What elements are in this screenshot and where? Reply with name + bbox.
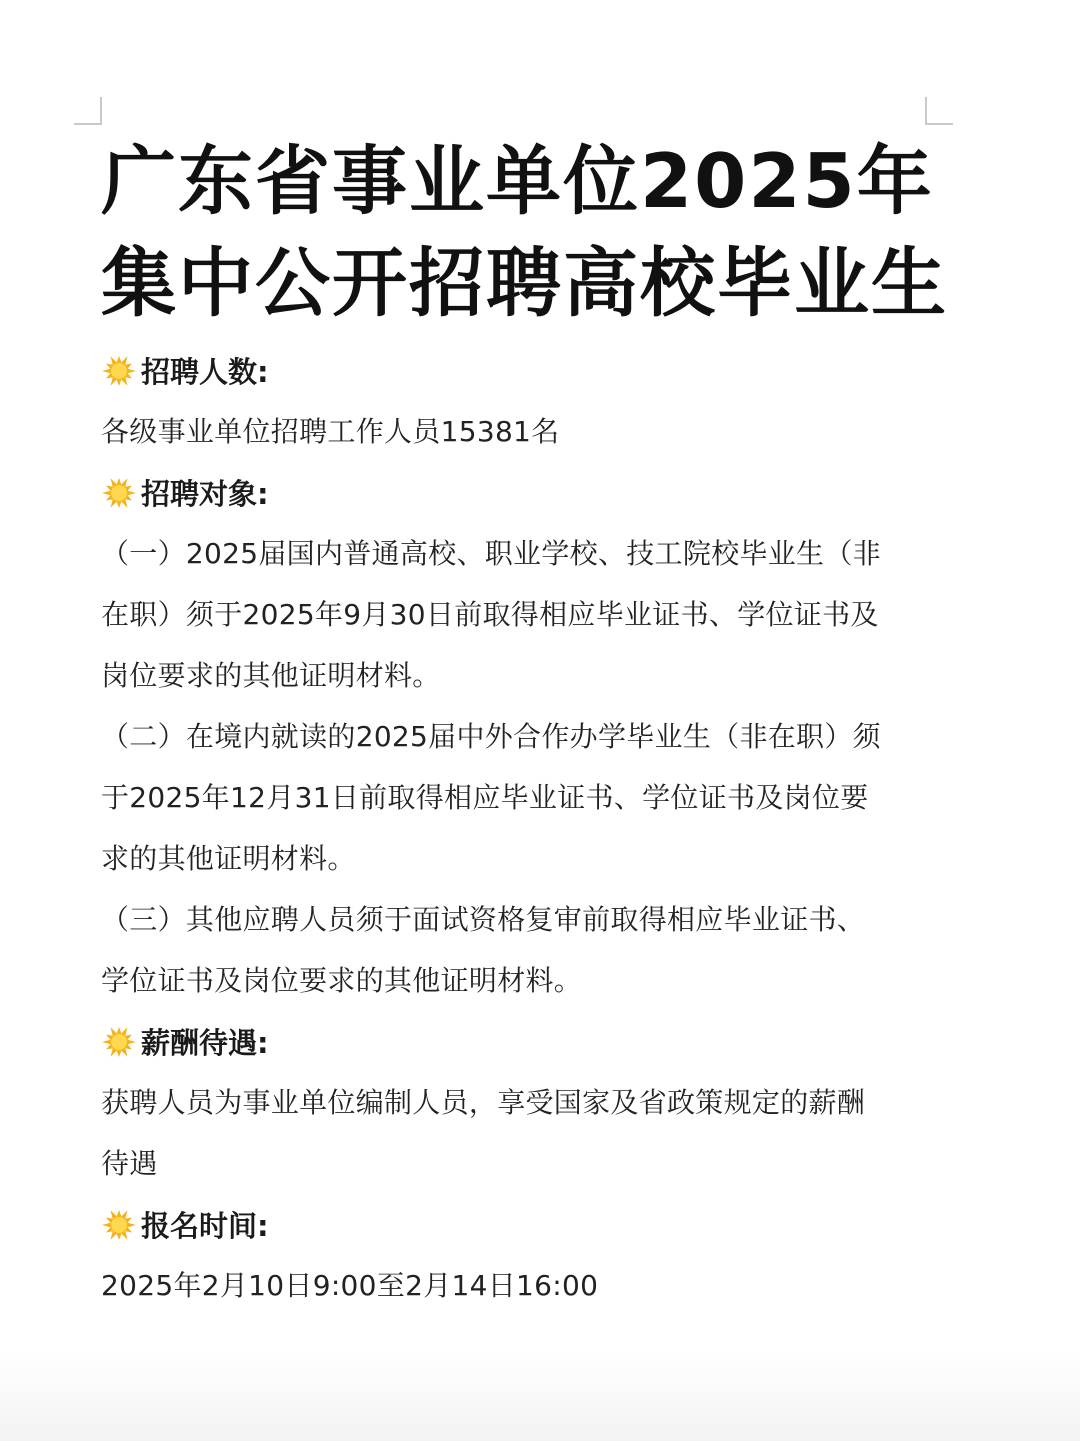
page-corner-mark-top-left bbox=[74, 97, 102, 125]
section-paragraph bbox=[101, 401, 936, 462]
paragraph-line: （二）在境内就读的2025届中外合作办学毕业生（非在职）须 bbox=[101, 720, 881, 753]
paragraph-line: 在职）须于2025年9月30日前取得相应毕业证书、学位证书及 bbox=[101, 598, 879, 631]
section-heading bbox=[101, 462, 936, 523]
paragraph-line: 获聘人员为事业单位编制人员，享受国家及省政策规定的薪酬 bbox=[101, 1086, 866, 1119]
section-paragraph bbox=[101, 1255, 936, 1316]
section-heading-label: 薪酬待遇: bbox=[141, 1026, 269, 1060]
sun-icon bbox=[101, 353, 137, 389]
section-paragraph bbox=[101, 706, 936, 889]
section-heading-label: 招聘人数: bbox=[141, 355, 269, 389]
section-heading bbox=[101, 1011, 936, 1072]
bottom-shadow bbox=[0, 1351, 1080, 1441]
section-paragraph bbox=[101, 1072, 936, 1194]
title-line-2: 集中公开招聘高校毕业生 bbox=[101, 239, 949, 327]
sun-icon bbox=[101, 1024, 137, 1060]
paragraph-line: 岗位要求的其他证明材料。 bbox=[101, 659, 441, 692]
sun-icon bbox=[101, 1207, 137, 1243]
section-heading bbox=[101, 340, 936, 401]
document-content bbox=[101, 130, 949, 1316]
paragraph-line: 待遇 bbox=[101, 1147, 158, 1180]
page-title bbox=[101, 130, 949, 334]
page-corner-mark-top-right bbox=[925, 97, 953, 125]
sun-icon bbox=[101, 475, 137, 511]
paragraph-line: 学位证书及岗位要求的其他证明材料。 bbox=[101, 964, 583, 997]
sections-container bbox=[101, 340, 936, 1316]
paragraph-line: （三）其他应聘人员须于面试资格复审前取得相应毕业证书、 bbox=[101, 903, 866, 936]
title-line-1: 广东省事业单位2025年 bbox=[101, 137, 934, 225]
section-paragraph bbox=[101, 889, 936, 1011]
paragraph-line: 各级事业单位招聘工作人员15381名 bbox=[101, 415, 560, 448]
paragraph-line: 2025年2月10日9:00至2月14日16:00 bbox=[101, 1269, 599, 1302]
paragraph-line: （一）2025届国内普通高校、职业学校、技工院校毕业生（非 bbox=[101, 537, 881, 570]
section-heading-label: 报名时间: bbox=[141, 1209, 269, 1243]
section-heading bbox=[101, 1194, 936, 1255]
section-heading-label: 招聘对象: bbox=[141, 477, 269, 511]
paragraph-line: 求的其他证明材料。 bbox=[101, 842, 356, 875]
paragraph-line: 于2025年12月31日前取得相应毕业证书、学位证书及岗位要 bbox=[101, 781, 869, 814]
section-paragraph bbox=[101, 523, 936, 706]
